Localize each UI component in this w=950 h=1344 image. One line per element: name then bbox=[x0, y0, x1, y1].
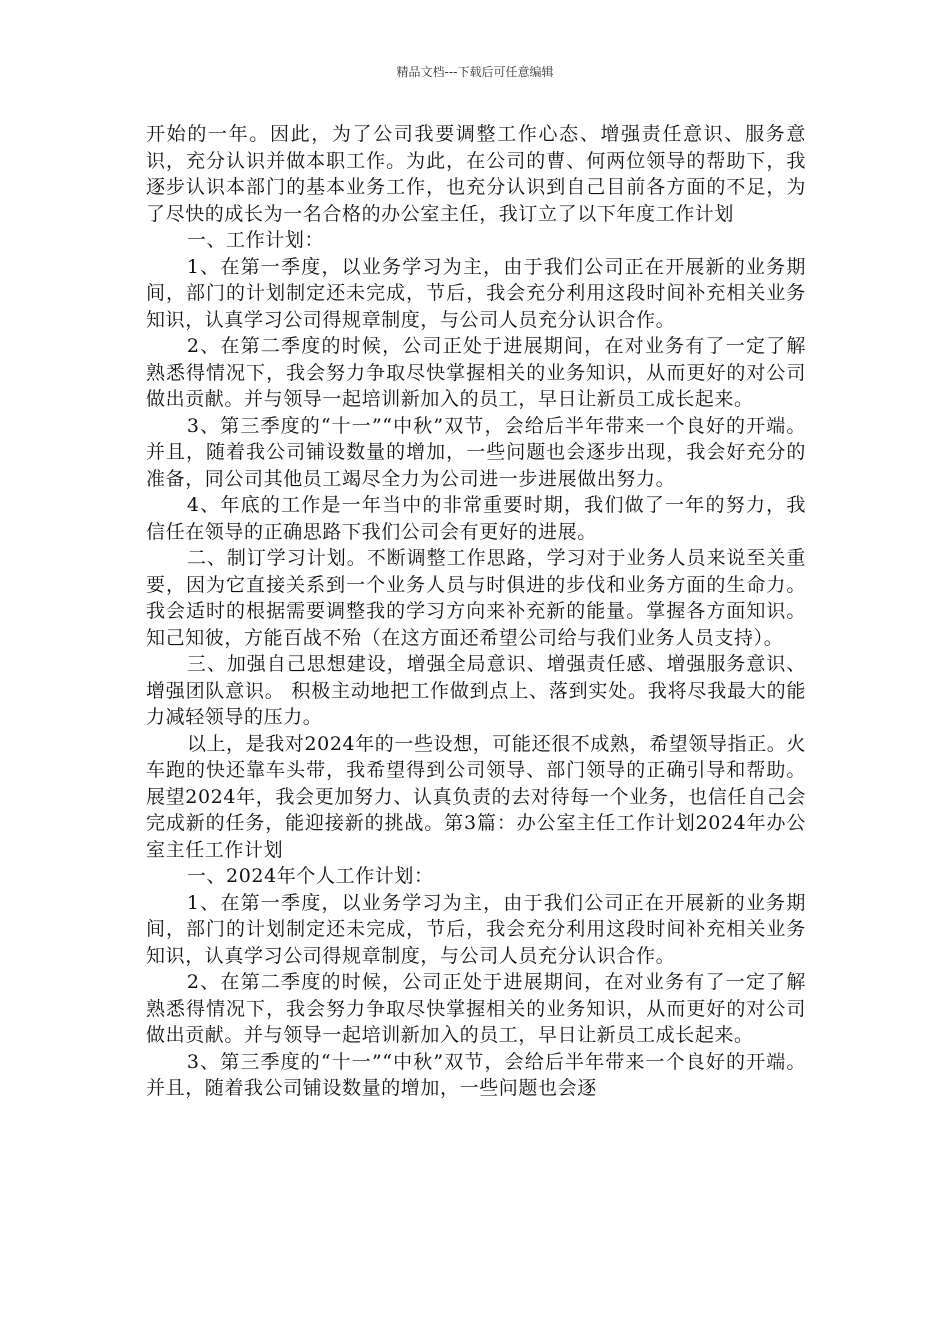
page-header: 精品文档---下载后可任意编辑 bbox=[396, 65, 554, 79]
document-body bbox=[146, 121, 806, 1102]
paragraph: 1、在第一季度，以业务学习为主，由于我们公司正在开展新的业务期间，部门的计划制定还未完成，节后，我会充分利用这段时间补充相关业务知识，认真学习公司得规章制度，与公司人员充分认识合作。 bbox=[146, 891, 806, 967]
section-heading: 一、2024年个人工作计划： bbox=[186, 865, 434, 887]
section-heading: 一、工作计划： bbox=[186, 229, 325, 251]
paragraph: 3、第三季度的“十一”“中秋”双节，会给后半年带来一个良好的开端。并且，随着我公司铺设数量的增加，一些问题也会逐 bbox=[146, 1050, 806, 1099]
paragraph: 3、第三季度的“十一”“中秋”双节，会给后半年带来一个良好的开端。并且，随着我公司铺设数量的增加，一些问题也会逐步出现，我会好充分的准备，同公司其他员工竭尽全力为公司进一步进展做出努力。 bbox=[146, 414, 806, 490]
paragraph: 三、加强自己思想建设，增强全局意识、增强责任感、增强服务意识、增强团队意识。 积极主动地把工作做到点上、落到实处。我将尽我最大的能力减轻领导的压力。 bbox=[146, 653, 806, 728]
paragraph: 开始的一年。因此，为了公司我要调整工作心态、增强责任意识、服务意识，充分认识并做本职工作。为此，在公司的曹、何两位领导的帮助下，我逐步认识本部门的基本业务工作，也充分认识到自己目前各方面的不足，为了尽快的成长为一名合格的办公室主任，我订立了以下年度工作计划 bbox=[146, 123, 806, 225]
paragraph: 以上，是我对2024年的一些设想，可能还很不成熟，希望领导指正。火车跑的快还靠车头带，我希望得到公司领导、部门领导的正确引导和帮助。展望2024年，我会更加努力、认真负责的去对待每一个业务，也信任自己会完成新的任务，能迎接新的挑战。第3篇：办公室主任工作计划2024年办公室主任工作计划 bbox=[146, 732, 806, 861]
paragraph: 2、在第二季度的时候，公司正处于进展期间，在对业务有了一定了解熟悉得情况下，我会努力争取尽快掌握相关的业务知识，从而更好的对公司做出贡献。并与领导一起培训新加入的员工，早日让新员工成长起来。 bbox=[146, 335, 806, 410]
paragraph: 4、年底的工作是一年当中的非常重要时期，我们做了一年的努力，我信任在领导的正确思路下我们公司会有更好的进展。 bbox=[146, 494, 806, 543]
paragraph: 1、在第一季度，以业务学习为主，由于我们公司正在开展新的业务期间，部门的计划制定还未完成，节后，我会充分利用这段时间补充相关业务知识，认真学习公司得规章制度，与公司人员充分认识合作。 bbox=[146, 255, 806, 331]
paragraph: 2、在第二季度的时候，公司正处于进展期间，在对业务有了一定了解熟悉得情况下，我会努力争取尽快掌握相关的业务知识，从而更好的对公司做出贡献。并与领导一起培训新加入的员工，早日让新员工成长起来。 bbox=[146, 971, 806, 1046]
paragraph: 二、制订学习计划。不断调整工作思路，学习对于业务人员来说至关重要，因为它直接关系到一个业务人员与时俱进的步伐和业务方面的生命力。我会适时的根据需要调整我的学习方向来补充新的能量。掌握各方面知识。知己知彼，方能百战不殆（在这方面还希望公司给与我们业务人员支持）。 bbox=[146, 547, 806, 649]
